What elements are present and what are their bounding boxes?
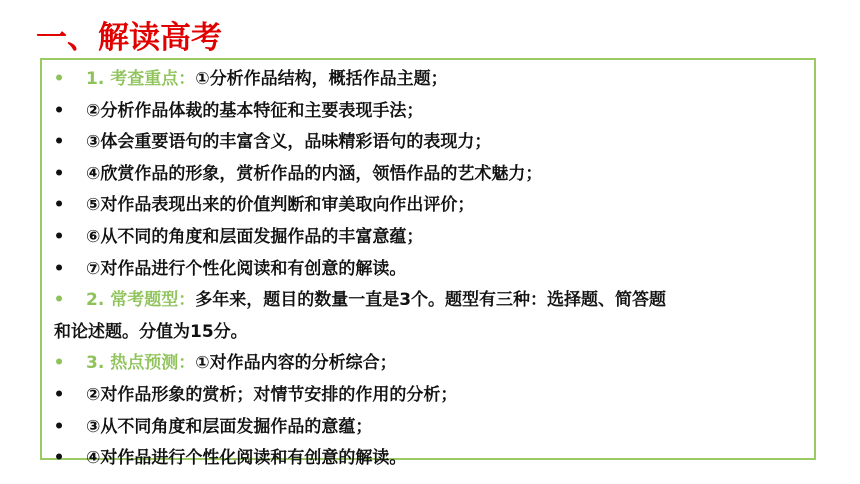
section-heading: 2. 常考题型： — [86, 290, 196, 311]
bullet-icon: • — [53, 448, 65, 469]
bullet-icon: • — [53, 290, 65, 311]
item-text: ②对作品形象的赏析；对情节安排的作用的分析； — [86, 384, 458, 405]
list-item — [50, 222, 808, 254]
content-box — [40, 58, 816, 469]
item-text: 多年来，题目的数量一直是3个。题型有三种：选择题、简答题 — [195, 290, 667, 311]
item-text-continued: 和论述题。分值为15分。 — [54, 321, 248, 342]
bullet-icon: • — [53, 163, 65, 184]
bullet-icon: • — [53, 100, 65, 121]
bullet-icon: • — [53, 258, 65, 279]
item-text: ⑦对作品进行个性化阅读和有创意的解读。 — [86, 258, 407, 279]
bullet-icon: • — [53, 353, 65, 374]
item-text: ④对作品进行个性化阅读和有创意的解读。 — [86, 448, 407, 469]
list-item — [50, 96, 808, 128]
list-item — [50, 254, 808, 286]
list-item — [50, 159, 808, 191]
bullet-list — [50, 64, 808, 475]
list-item-question-types — [50, 285, 808, 348]
bullet-icon: • — [53, 132, 65, 153]
section-heading: 1. 考查重点： — [86, 69, 196, 89]
list-item — [50, 190, 808, 222]
item-text: ②分析作品体裁的基本特征和主要表现手法； — [86, 100, 424, 121]
list-item — [50, 127, 808, 159]
item-text: ④欣赏作品的形象，赏析作品的内涵，领悟作品的艺术魅力； — [86, 163, 543, 184]
bullet-icon: • — [53, 69, 65, 89]
item-text: ⑤对作品表现出来的价值判断和审美取向作出评价； — [86, 195, 475, 216]
item-text: ⑥从不同的角度和层面发掘作品的丰富意蕴； — [86, 226, 424, 247]
list-item — [50, 412, 808, 444]
list-item-hot-topics — [50, 348, 808, 380]
bullet-icon: • — [53, 226, 65, 247]
section-heading: 3. 热点预测： — [86, 353, 196, 374]
page-title: 一、解读高考 — [36, 20, 222, 56]
list-item-exam-focus — [50, 64, 808, 96]
bullet-icon: • — [53, 384, 65, 405]
item-text: ①分析作品结构，概括作品主题； — [195, 69, 448, 89]
bullet-icon: • — [53, 416, 65, 437]
item-text: ①对作品内容的分析综合； — [195, 353, 397, 374]
item-text: ③从不同角度和层面发掘作品的意蕴； — [86, 416, 373, 437]
bullet-icon: • — [53, 195, 65, 216]
list-item — [50, 443, 808, 475]
item-text: ③体会重要语句的丰富含义，品味精彩语句的表现力； — [86, 132, 492, 153]
list-item — [50, 380, 808, 412]
